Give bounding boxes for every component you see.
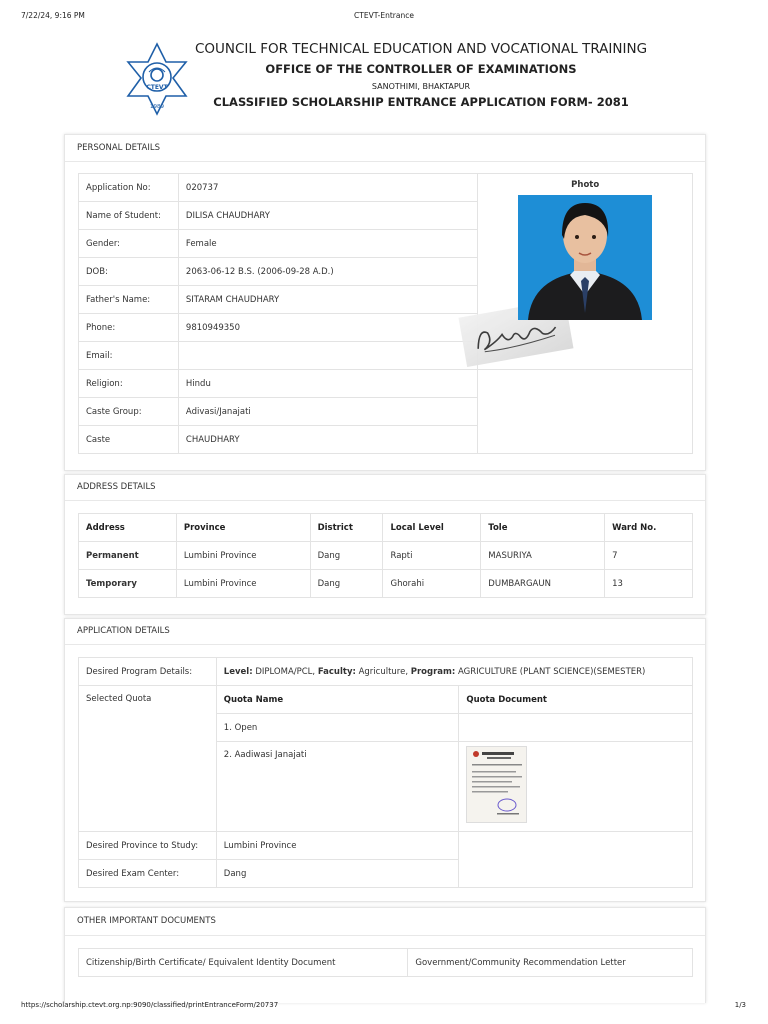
field-label: Selected Quota xyxy=(79,686,217,832)
field-value: Hindu xyxy=(178,370,477,398)
document-name: Government/Community Recommendation Letter xyxy=(408,949,693,977)
table-cell: Rapti xyxy=(383,542,481,570)
print-page-title: CTEVT-Entrance xyxy=(354,11,414,20)
field-label: Religion: xyxy=(79,370,179,398)
field-label: Caste Group: xyxy=(79,398,179,426)
field-value: 2063-06-12 B.S. (2006-09-28 A.D.) xyxy=(178,258,477,286)
form-title: CLASSIFIED SCHOLARSHIP ENTRANCE APPLICATION FORM- 2081 xyxy=(213,95,629,109)
personal-details-title: PERSONAL DETAILS xyxy=(77,143,160,153)
field-label: Phone: xyxy=(79,314,179,342)
quota-name: 1. Open xyxy=(216,714,459,742)
column-header: Province xyxy=(176,514,310,542)
print-header xyxy=(0,11,768,23)
divider xyxy=(65,644,705,645)
column-header: Tole xyxy=(481,514,605,542)
table-cell: DUMBARGAUN xyxy=(481,570,605,598)
print-url: https://scholarship.ctevt.org.np:9090/classified/printEntranceForm/20737 xyxy=(21,1001,279,1009)
field-value: DILISA CHAUDHARY xyxy=(178,202,477,230)
field-label: Desired Program Details: xyxy=(79,658,217,686)
print-page-number: 1/3 xyxy=(734,1001,746,1009)
student-photo xyxy=(518,195,652,320)
council-title: COUNCIL FOR TECHNICAL EDUCATION AND VOCATIONAL TRAINING xyxy=(194,41,648,57)
address-type: Permanent xyxy=(79,542,177,570)
address-details-panel xyxy=(64,474,706,615)
empty-cell xyxy=(459,832,693,888)
address-details-title: ADDRESS DETAILS xyxy=(77,482,156,492)
column-header: Ward No. xyxy=(605,514,693,542)
divider xyxy=(65,500,705,501)
field-label: Application No: xyxy=(79,174,179,202)
documents-row xyxy=(79,949,693,977)
office-title: OFFICE OF THE CONTROLLER OF EXAMINATIONS xyxy=(265,62,577,76)
province-row xyxy=(79,832,693,860)
address-header-row xyxy=(79,514,693,542)
divider xyxy=(65,935,705,936)
field-value: Dang xyxy=(216,860,459,888)
column-header: Local Level xyxy=(383,514,481,542)
print-datetime: 7/22/24, 9:16 PM xyxy=(21,11,85,20)
program-row xyxy=(79,658,693,686)
field-label: DOB: xyxy=(79,258,179,286)
field-label: Father's Name: xyxy=(79,286,179,314)
table-cell: Lumbini Province xyxy=(176,542,310,570)
column-header: District xyxy=(310,514,383,542)
field-label: Email: xyxy=(79,342,179,370)
quota-name: 2. Aadiwasi Janajati xyxy=(216,742,459,832)
field-label: Caste xyxy=(79,426,179,454)
field-value: CHAUDHARY xyxy=(178,426,477,454)
column-header: Quota Name xyxy=(216,686,459,714)
quota-header-row xyxy=(79,686,693,714)
program-details xyxy=(216,658,692,686)
column-header: Address xyxy=(79,514,177,542)
application-table xyxy=(78,657,693,888)
quota-document-thumbnail[interactable] xyxy=(466,746,527,823)
field-value: Female xyxy=(178,230,477,258)
field-label: Gender: xyxy=(79,230,179,258)
other-documents-panel xyxy=(64,907,706,1003)
personal-row xyxy=(79,370,693,398)
office-location: SANOTHIMI, BHAKTAPUR xyxy=(371,82,471,91)
level-key: Level: xyxy=(223,666,253,677)
logo-year: 1989 xyxy=(150,104,164,110)
table-cell: 7 xyxy=(605,542,693,570)
faculty-value: Agriculture, xyxy=(358,666,409,677)
field-value xyxy=(178,342,477,370)
divider xyxy=(65,161,705,162)
quota-document xyxy=(459,714,693,742)
field-label: Name of Student: xyxy=(79,202,179,230)
table-cell: MASURIYA xyxy=(481,542,605,570)
logo-text: CTEVT xyxy=(146,84,168,91)
table-row xyxy=(79,542,693,570)
other-documents-title: OTHER IMPORTANT DOCUMENTS xyxy=(77,916,216,926)
field-value: SITARAM CHAUDHARY xyxy=(178,286,477,314)
application-details-panel xyxy=(64,618,706,902)
address-type: Temporary xyxy=(79,570,177,598)
field-value: 020737 xyxy=(178,174,477,202)
application-details-title: APPLICATION DETAILS xyxy=(77,626,170,636)
field-value: 9810949350 xyxy=(178,314,477,342)
program-value: AGRICULTURE (PLANT SCIENCE)(SEMESTER) xyxy=(457,666,646,677)
other-documents-table xyxy=(78,948,693,977)
column-header: Quota Document xyxy=(459,686,693,714)
table-cell: Dang xyxy=(310,542,383,570)
empty-cell xyxy=(478,370,693,454)
table-cell: Ghorahi xyxy=(383,570,481,598)
field-label: Desired Exam Center: xyxy=(79,860,217,888)
faculty-key: Faculty: xyxy=(317,666,356,677)
level-value: DIPLOMA/PCL, xyxy=(255,666,316,677)
field-value: Lumbini Province xyxy=(216,832,459,860)
table-cell: Dang xyxy=(310,570,383,598)
address-table xyxy=(78,513,693,598)
table-cell: 13 xyxy=(605,570,693,598)
field-label: Desired Province to Study: xyxy=(79,832,217,860)
program-key: Program: xyxy=(410,666,456,677)
table-row xyxy=(79,570,693,598)
field-value: Adivasi/Janajati xyxy=(178,398,477,426)
photo-label: Photo xyxy=(571,180,600,190)
table-cell: Lumbini Province xyxy=(176,570,310,598)
document-name: Citizenship/Birth Certificate/ Equivalent Identity Document xyxy=(79,949,408,977)
